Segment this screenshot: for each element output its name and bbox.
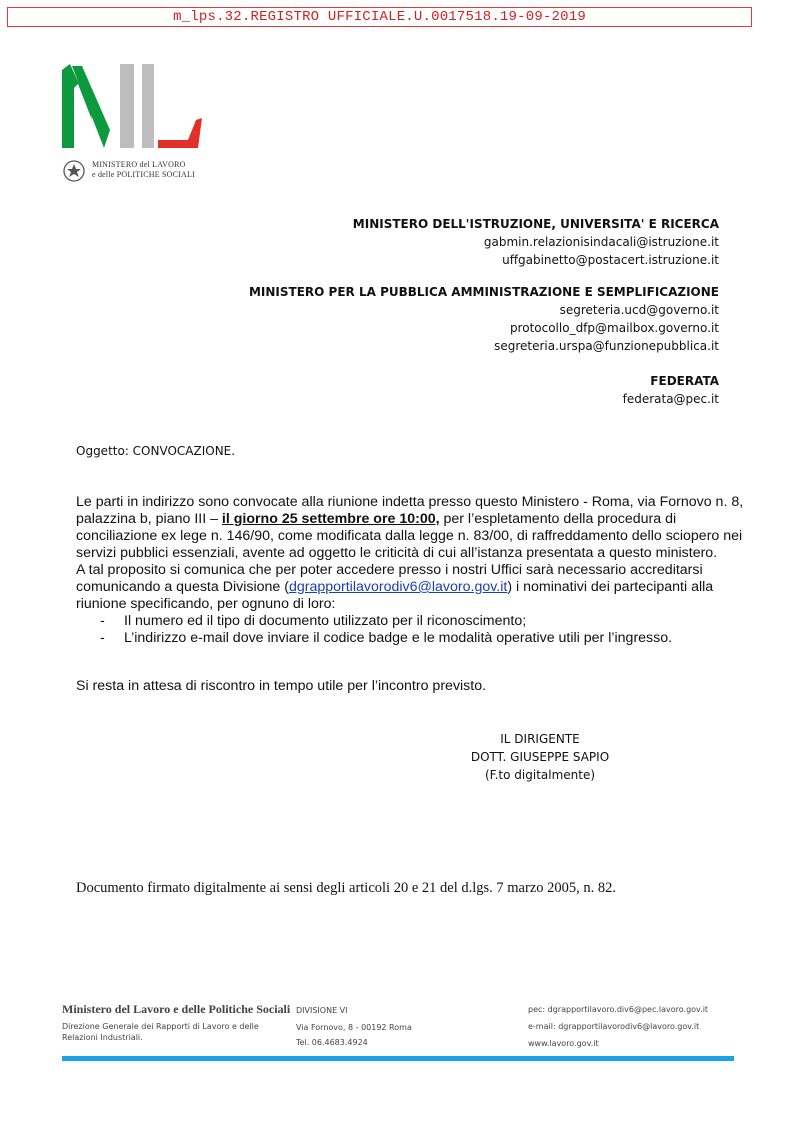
signer-name: DOTT. GIUSEPPE SAPIO — [470, 750, 610, 764]
footer-email: e-mail: dgrapportilavorodiv6@lavoro.gov.it — [528, 1022, 700, 1031]
footer-pec: pec: dgrapportilavoro.div6@pec.lavoro.gov.it — [528, 1005, 709, 1014]
footer-address: Via Fornovo, 8 - 00192 Roma — [296, 1023, 412, 1032]
letter-subject: Oggetto: CONVOCAZIONE. — [76, 444, 236, 458]
addressee-name: MINISTERO PER LA PUBBLICA AMMINISTRAZIONE E SEMPLIFICAZIONE — [248, 285, 719, 299]
addressee-email: segreteria.ucd@governo.it — [559, 303, 719, 317]
closing-line: Si resta in attesa di riscontro in tempo utile per l’incontro previsto. — [76, 678, 487, 694]
list-item: - Il numero ed il tipo di documento utilizzato per il riconoscimento; — [100, 613, 527, 629]
signature-note: (F.to digitalmente) — [484, 768, 596, 782]
addressee-email: protocollo_dfp@mailbox.governo.it — [509, 321, 719, 335]
body-paragraph: Le parti in indirizzo sono convocate alla riunione indetta presso questo Ministero - Roma, via Fornovo n. 8, palazzina b, piano III – il giorno 25 settembre ore 10:00, per l’espletamento della procedura di conciliazione ex lege n. 146/90, come modificata dalla legge n. 83/00, di raffreddamento dello sciopero nei servizi pubblici essenziali, avente ad oggetto le criticità di cui all’istanza presentata a questo ministero. — [76, 494, 744, 561]
digital-signature-note: Documento firmato digitalmente ai sensi degli articoli 20 e 21 del d.lgs. 7 marzo 2005, n. 82. — [76, 880, 617, 896]
addressee-miur — [353, 215, 719, 269]
protocol-stamp: m_lps.32.REGISTRO UFFICIALE.U.0017518.19-09-2019 — [7, 7, 752, 27]
footer-tel: Tel. 06.4683.4924 — [296, 1038, 368, 1047]
body-paragraph: A tal proposito si comunica che per poter accedere presso i nostri Uffici sarà necessario accreditarsi comunicando a questa Divisione (dgrapportilavorodiv6@lavoro.gov.it) i nominativi dei partecipanti alla riunione specificando, per ognuno di loro: — [76, 562, 714, 612]
addressee-name: MINISTERO DELL'ISTRUZIONE, UNIVERSITA' E RICERCA — [352, 217, 719, 231]
meeting-date: il giorno 25 settembre ore 10:00, — [221, 511, 440, 527]
addressee-federata — [623, 372, 719, 408]
signature-block — [440, 730, 640, 784]
addressee-email: gabmin.relazionisindacali@istruzione.it — [483, 235, 719, 249]
footer-divisione: DIVISIONE VI — [296, 1006, 348, 1015]
addressee-email: uffgabinetto@postacert.istruzione.it — [502, 253, 719, 267]
division-email-link[interactable]: dgrapportilavorodiv6@lavoro.gov.it — [288, 579, 508, 595]
addressee-email: federata@pec.it — [622, 392, 719, 406]
letter-body — [76, 494, 746, 647]
footer-divider — [62, 1056, 734, 1061]
signer-role: IL DIRIGENTE — [500, 732, 580, 746]
footer-website: www.lavoro.gov.it — [528, 1039, 599, 1048]
addressee-email: segreteria.urspa@funzionepubblica.it — [494, 339, 719, 353]
addressee-name: FEDERATA — [650, 374, 719, 388]
logo-caption: MINISTERO del LAVORO e delle POLITICHE SOCIALI — [92, 160, 195, 179]
list-item: - L’indirizzo e-mail dove inviare il codice badge e le modalità operative utili per l’ingresso. — [100, 630, 673, 646]
footer-direzione: Direzione Generale dei Rapporti di Lavoro e delle Relazioni Industriali. — [62, 1022, 259, 1042]
footer-org-name: Ministero del Lavoro e delle Politiche Sociali — [62, 1002, 291, 1016]
addressee-funzione-pubblica — [249, 283, 719, 355]
requirements-list — [76, 613, 746, 647]
